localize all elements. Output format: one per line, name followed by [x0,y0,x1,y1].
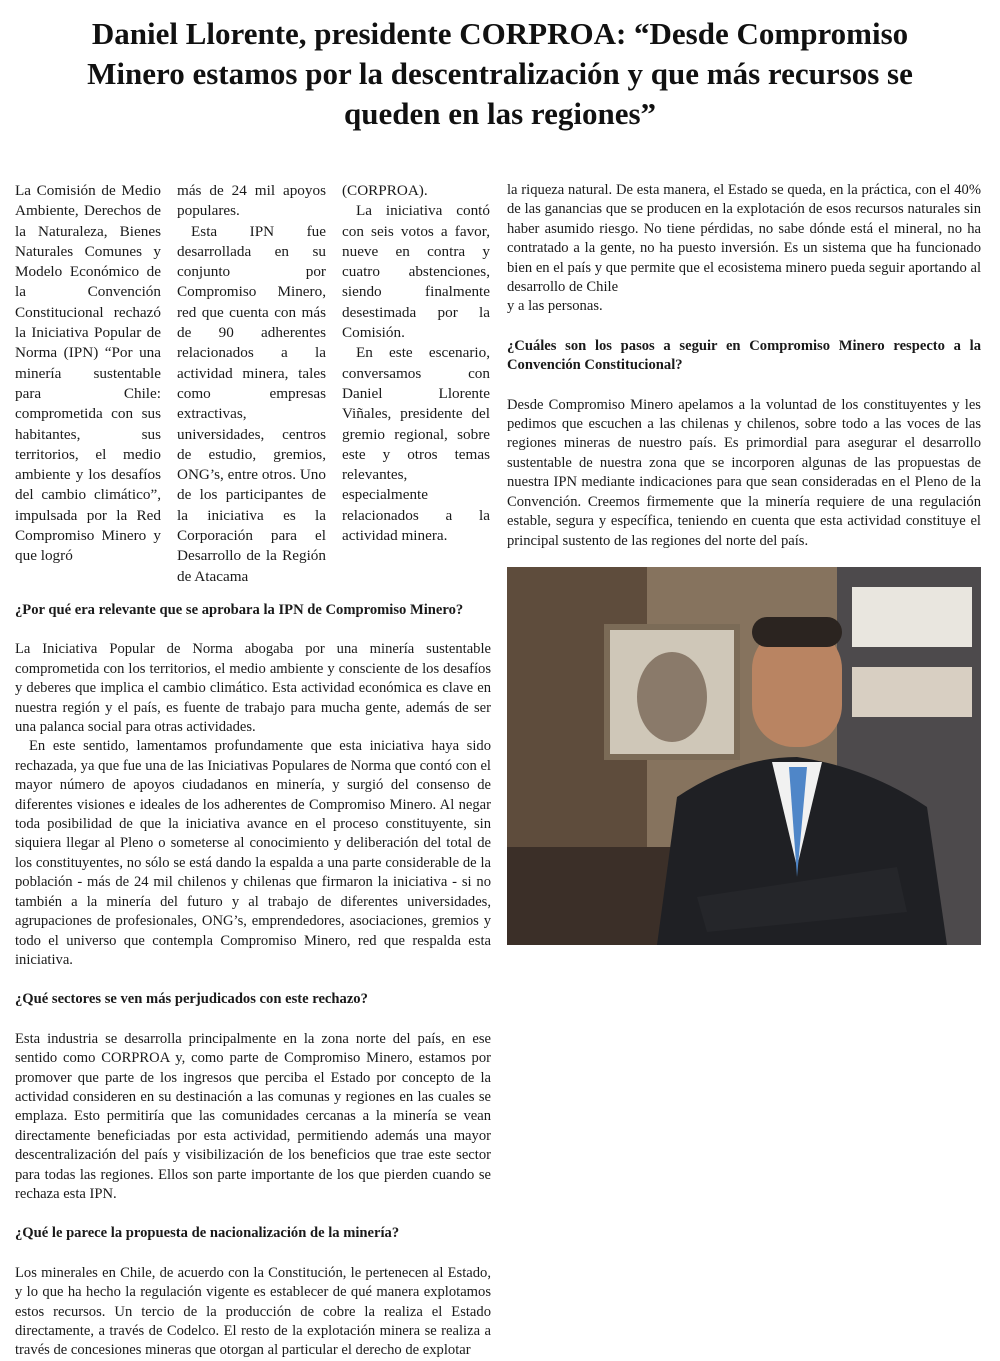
interviewee-photo [507,567,981,945]
body-paragraph: La Iniciativa Popular de Norma abogaba por una minería sustentable comprometida con los territorios, el medio ambiente y consciente de los desafíos y deberes que implica el cambio climático. Esta actividad económica es clave en nuestra región y el país, es fuente de trabajo para mucha gente, además de ser una palanca social para otras actividades. [15,641,491,736]
body-paragraph: Los minerales en Chile, de acuerdo con la Constitución, le pertenecen al Estado, y lo que ha hecho la regulación vigente es establecer de qué manera explotamos estos recursos. Un tercio de la producción de cobre la realiza el Estado directamente, a través de Codelco. El resto de la explotación minera se realiza a través de concesiones mineras que otorgan al particular el derecho de explotar [15,1264,491,1359]
intro-paragraph: Esta IPN fue desarrollada en su conjunto por Compromiso Minero, red que cuenta con más de 90 adherentes relacionados a la actividad minera, tales como empresas extractivas, universidades, centros de estudio, gremios, ONG’s, entre otros. Uno de los participantes de la iniciativa es la Corporación para el Desarrollo de la Región de Atacama [177,222,326,585]
intro-column-1 [15,181,161,567]
intro-column-3 [342,181,490,546]
interview-question: ¿Qué le parece la propuesta de nacionalización de la minería? [15,1225,400,1242]
body-paragraph: la riqueza natural. De esta manera, el Estado se queda, en la práctica, con el 40% de las ganancias que se producen en la explotación de esos recursos naturales sin haber asumido riesgo. No tiene pérdidas, no sabe dónde está el mineral, no ha contratado a la gente, no ha puesto inversión. Es un sistema que ha funcionado bien en el país y que permite que el ecosistema minero pueda seguir aportando al desarrollo de Chile [507,182,981,296]
lower-left-column [15,601,491,1361]
body-paragraph: Desde Compromiso Minero apelamos a la voluntad de los constituyentes y les pedimos que escuchen a las chilenas y chilenos, sobre todo a las voces de las regiones mineras de nuestro país. Es primordial para asegurar el desarrollo sustentable de nuestra zona que se incorporen algunas de las propuestas de nuestra IPN mediante indicaciones para que sean consideradas en el Pleno de la Convención. Creemos firmemente que la minería requiere de una regulación estable, segura y específica, teniendo en cuenta que esta actividad constituye el principal sustento de las regiones del norte del país. [507,396,981,549]
intro-paragraph: (CORPROA). [342,182,428,199]
intro-paragraph: más de 24 mil apoyos populares. [177,182,326,220]
intro-paragraph: La iniciativa contó con seis votos a favor, nueve en contra y cuatro abstenciones, siendo finalmente desestimada por la Comisión. [342,202,490,342]
body-paragraph: Esta industria se desarrolla principalmente en la zona norte del país, en ese sentido como CORPROA y, como parte de Compromiso Minero, estamos por promover que parte de los ingresos que perciba el Estado por concepto de la actividad consideren en su destinación a las comunas y regiones en las cuales se emplaza. Esto permitiría que las comunidades cercanas a la minería se vean directamente beneficiadas por esta actividad, permitiendo además una mayor descentralización del país y visibilización de los beneficios que trae este sector para todas las regiones. Ellos son parte importante de los que pierden cuando se rechaza esta IPN. [15,1030,491,1202]
body-paragraph: En este sentido, lamentamos profundamente que esta iniciativa haya sido rechazada, ya que fue una de las Iniciativas Populares de Norma que contó con el mayor número de apoyos ciudadanos en minería, y surgió del consenso de diferentes visiones e ideales de los adherentes de Compromiso Minero. Al negar toda posibilidad de que la iniciativa avance en el proceso constituyente, sin siquiera llegar al Pleno o someterse al conocimiento y deliberación del total de los constituyentes, no sólo se está dando la espalda a una parte considerable de la población - más de 24 mil chilenos y chilenas que firmaron la iniciativa - si no también a la minería del futuro y al trabajo de diferentes universidades, agrupaciones de profesionales, ONG’s, emprendedores, asociaciones, gremios y todo el universo que contempla Compromiso Minero, red que respalda esta iniciativa. [15,738,491,968]
intro-paragraph: En este escenario, conversamos con Daniel Llorente Viñales, presidente del gremio regional, sobre este y otros temas relevantes, especialmente relacionados a la actividad minera. [342,344,490,545]
intro-paragraph: La Comisión de Medio Ambiente, Derechos de la Naturaleza, Bienes Naturales Comunes y Modelo Económico de la Convención Constitucional rechazó la Iniciativa Popular de Norma (IPN) “Por una minería sustentable para Chile: comprometida con sus habitantes, sus territorios, el medio ambiente y los desafíos del cambio climático”, impulsada por la Red Compromiso Minero y que logró [15,182,161,565]
interview-question: ¿Por qué era relevante que se aprobara la IPN de Compromiso Minero? [15,602,464,618]
portrait-illustration [507,567,981,945]
headline: Daniel Llorente, presidente CORPROA: “Desde Compromiso Minero estamos por la descentralización y que más recursos se queden en las regiones” [87,16,913,131]
intro-column-2 [177,181,326,587]
interview-question: ¿Cuáles son los pasos a seguir en Compromiso Minero respecto a la Convención Constitucional? [507,337,981,374]
body-paragraph: y a las personas. [507,298,603,315]
interview-question: ¿Qué sectores se ven más perjudicados con este rechazo? [15,991,368,1008]
right-column [507,181,981,551]
